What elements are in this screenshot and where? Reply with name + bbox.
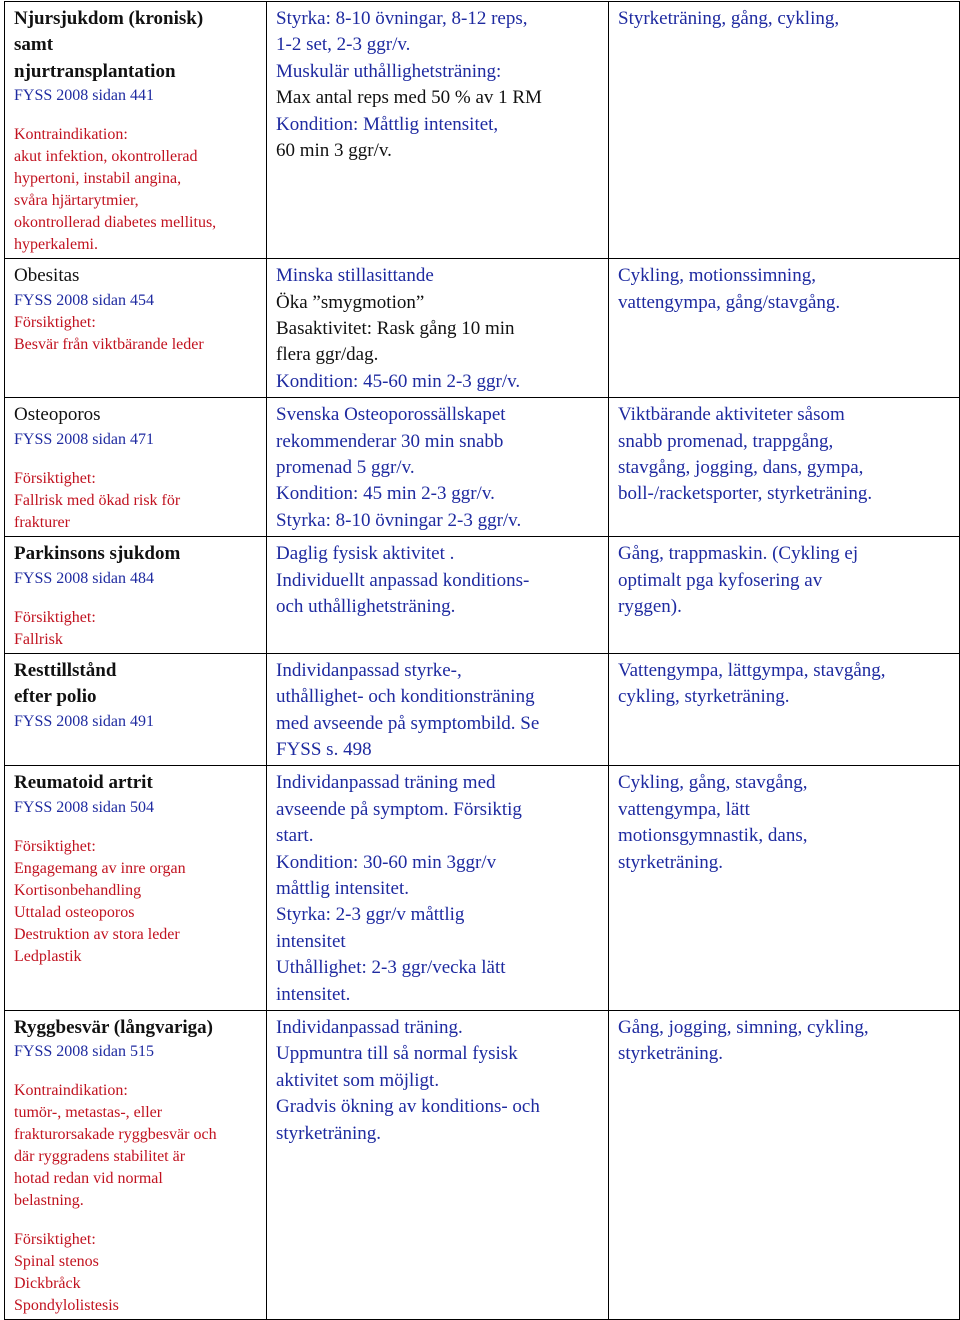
text-line: Kontraindikation: [14, 1082, 128, 1100]
text-line: Försiktighet: [14, 469, 96, 487]
text-line: Kondition: Måttlig intensitet, [276, 113, 499, 135]
text-line: Cykling, motionssimning, [618, 265, 816, 287]
text-line: intensitet [276, 930, 346, 952]
text-line: hypertoni, instabil angina, [14, 170, 182, 188]
text-line: cykling, styrketräning. [618, 686, 790, 708]
text-line: tumör-, metastas-, eller [14, 1104, 163, 1122]
text-line: Minska stillasittande [276, 265, 434, 287]
text-line: Fallrisk [14, 630, 63, 648]
text-line: Individuellt anpassad konditions- [276, 569, 530, 591]
condition-title: Obesitas [14, 265, 80, 287]
text-line: Styrka: 8-10 övningar, 8-12 reps, [276, 8, 528, 29]
text-line: Gång, jogging, simning, cykling, [618, 1016, 869, 1038]
spacer [14, 1212, 258, 1229]
condition-title: njurtransplantation [14, 60, 176, 82]
text-line: FYSS 2008 sidan 484 [14, 569, 155, 587]
text-line: Försiktighet: [14, 1231, 96, 1249]
text-line: och uthållighetsträning. [276, 596, 456, 618]
text-line: vattengympa, lätt [618, 798, 750, 820]
activity-cell [609, 766, 960, 1011]
text-line: ryggen). [618, 596, 682, 618]
text-line: Kondition: 30-60 min 3ggr/v [276, 851, 497, 873]
text-line: okontrollerad diabetes mellitus, [14, 214, 217, 232]
table-row [5, 537, 960, 653]
text-line: uthållighet- och konditionsträning [276, 686, 535, 708]
text-line: Kortisonbehandling [14, 881, 142, 899]
text-line: svåra hjärtarytmier, [14, 192, 139, 210]
text-line: Vattengympa, lättgympa, stavgång, [618, 659, 886, 681]
text-line: akut infektion, okontrollerad [14, 148, 198, 166]
text-line: Uppmuntra till så normal fysisk [276, 1043, 518, 1065]
text-line: Försiktighet: [14, 313, 96, 331]
activity-cell [609, 1010, 960, 1319]
text-line: FYSS 2008 sidan 491 [14, 712, 155, 730]
spacer [14, 819, 258, 836]
spacer [14, 451, 258, 468]
recommendation-cell [267, 259, 609, 398]
text-line: Gång, trappmaskin. (Cykling ej [618, 543, 859, 565]
text-line: måttlig intensitet. [276, 877, 409, 899]
text-line: Kondition: 45-60 min 2-3 ggr/v. [276, 370, 521, 392]
text-line: Muskulär uthållighetsträning: [276, 60, 502, 82]
table-row [5, 259, 960, 398]
spacer [14, 1063, 258, 1080]
activity-cell [609, 398, 960, 537]
text-line: stavgång, jogging, dans, gympa, [618, 457, 864, 479]
text-line: vattengympa, gång/stavgång. [618, 291, 841, 313]
text-line: Fallrisk med ökad risk för [14, 491, 181, 509]
condition-cell [5, 398, 267, 537]
condition-title: samt [14, 34, 54, 56]
activity-cell [609, 537, 960, 653]
text-line: FYSS 2008 sidan 441 [14, 87, 155, 105]
table-row [5, 1010, 960, 1319]
text-line: Max antal reps med 50 % av 1 RM [276, 87, 542, 109]
condition-cell [5, 537, 267, 653]
text-line: avseende på symptom. Försiktig [276, 798, 522, 820]
text-line: Uttalad osteoporos [14, 903, 135, 921]
text-line: Spondylolistesis [14, 1297, 119, 1315]
text-line: aktivitet som möjligt. [276, 1069, 440, 1091]
text-line: där ryggradens stabilitet är [14, 1148, 186, 1166]
spacer [14, 107, 258, 124]
text-line: hyperkalemi. [14, 236, 98, 254]
condition-cell [5, 259, 267, 398]
activity-cell [609, 2, 960, 259]
table-row [5, 766, 960, 1011]
text-line: Styrka: 2-3 ggr/v måttlig [276, 904, 465, 926]
text-line: Viktbärande aktiviteter såsom [618, 404, 845, 426]
text-line: boll-/racketsporter, styrketräning. [618, 483, 873, 505]
text-line: promenad 5 ggr/v. [276, 457, 415, 479]
activity-cell [609, 653, 960, 766]
text-line: Besvär från viktbärande leder [14, 335, 204, 353]
spacer [14, 590, 258, 607]
text-line: Dickbråck [14, 1275, 81, 1293]
condition-title: Parkinsons sjukdom [14, 543, 181, 565]
recommendation-cell [267, 2, 609, 259]
text-line: Basaktivitet: Rask gång 10 min [276, 318, 515, 340]
condition-cell [5, 2, 267, 259]
condition-title: Ryggbesvär (långvariga) [14, 1016, 213, 1038]
recommendation-cell [267, 398, 609, 537]
text-line: Försiktighet: [14, 837, 96, 855]
text-line: rekommenderar 30 min snabb [276, 430, 504, 452]
text-line: Styrketräning, gång, cykling, [618, 8, 840, 29]
condition-title: efter polio [14, 686, 97, 708]
text-line: optimalt pga kyfosering av [618, 569, 823, 591]
text-line: belastning. [14, 1192, 84, 1210]
text-line: Uthållighet: 2-3 ggr/vecka lätt [276, 957, 506, 979]
text-line: Öka ”smygmotion” [276, 291, 425, 313]
text-line: FYSS 2008 sidan 515 [14, 1043, 155, 1061]
condition-cell [5, 766, 267, 1011]
activity-cell [609, 259, 960, 398]
recommendation-cell [267, 537, 609, 653]
table-body [5, 2, 960, 1320]
text-line: styrketräning. [618, 851, 724, 873]
text-line: Individanpassad träning. [276, 1016, 463, 1038]
condition-cell [5, 1010, 267, 1319]
text-line: Gradvis ökning av konditions- och [276, 1096, 540, 1118]
recommendation-cell [267, 1010, 609, 1319]
table-row [5, 398, 960, 537]
text-line: hotad redan vid normal [14, 1170, 163, 1188]
text-line: frakturorsakade ryggbesvär och [14, 1126, 217, 1144]
text-line: 1-2 set, 2-3 ggr/v. [276, 34, 411, 56]
text-line: flera ggr/dag. [276, 344, 379, 366]
text-line: Engagemang av inre organ [14, 859, 186, 877]
text-line: Ledplastik [14, 947, 82, 965]
exercise-prescription-table [4, 1, 960, 1320]
text-line: FYSS s. 498 [276, 738, 372, 760]
text-line: styrketräning. [618, 1043, 724, 1065]
table-row [5, 2, 960, 259]
text-line: Svenska Osteoporossällskapet [276, 404, 506, 426]
text-line: Cykling, gång, stavgång, [618, 772, 808, 794]
text-line: Individanpassad träning med [276, 772, 496, 794]
condition-title: Njursjukdom (kronisk) [14, 8, 204, 29]
text-line: Daglig fysisk aktivitet . [276, 543, 455, 565]
text-line: Destruktion av stora leder [14, 925, 180, 943]
text-line: med avseende på symptombild. Se [276, 712, 540, 734]
text-line: snabb promenad, trappgång, [618, 430, 834, 452]
text-line: FYSS 2008 sidan 471 [14, 430, 155, 448]
table-row [5, 653, 960, 766]
recommendation-cell [267, 653, 609, 766]
text-line: styrketräning. [276, 1122, 382, 1144]
text-line: Kontraindikation: [14, 126, 128, 144]
text-line: FYSS 2008 sidan 454 [14, 291, 155, 309]
condition-title: Resttillstånd [14, 659, 117, 681]
text-line: FYSS 2008 sidan 504 [14, 798, 155, 816]
text-line: motionsgymnastik, dans, [618, 825, 808, 847]
text-line: Individanpassad styrke-, [276, 659, 462, 681]
text-line: Försiktighet: [14, 608, 96, 626]
text-line: Spinal stenos [14, 1253, 99, 1271]
text-line: frakturer [14, 513, 70, 531]
text-line: Styrka: 8-10 övningar 2-3 ggr/v. [276, 509, 522, 531]
recommendation-cell [267, 766, 609, 1011]
condition-title: Osteoporos [14, 404, 101, 426]
condition-title: Reumatoid artrit [14, 772, 153, 794]
condition-cell [5, 653, 267, 766]
text-line: start. [276, 825, 314, 847]
text-line: 60 min 3 ggr/v. [276, 140, 392, 162]
text-line: Kondition: 45 min 2-3 ggr/v. [276, 483, 495, 505]
text-line: intensitet. [276, 983, 351, 1005]
